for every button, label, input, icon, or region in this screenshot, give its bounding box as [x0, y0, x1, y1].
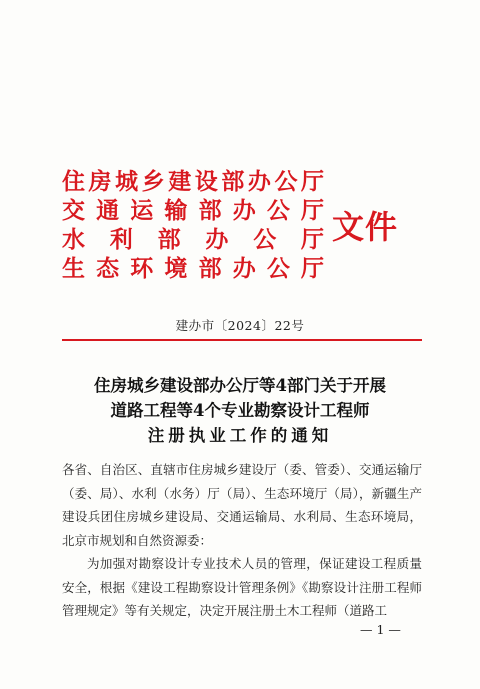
- title-line: 道路工程等4个专业勘察设计工程师: [110, 401, 370, 420]
- document-body: [62, 458, 422, 623]
- issuer-line: 住房城乡建设部办公厅: [62, 168, 324, 195]
- document-number: 建办市〔2024〕22号: [175, 318, 305, 333]
- document-header: [62, 167, 442, 285]
- title-line: 住房城乡建设部办公厅等4部门关于开展: [94, 376, 386, 395]
- page-number: — 1 —: [360, 622, 401, 637]
- red-separator-line: [62, 339, 422, 341]
- recipients-paragraph: 各省、自治区、直辖市住房城乡建设厅（委、管委）、交通运输厅（委、局）、水利（水务）厅（局）、生态环境厅（局），新疆生产建设兵团住房城乡建设局、交通运输局、水利局、生态环境局，北京市规划和自然资源委：: [62, 462, 422, 548]
- document-title: [0, 373, 480, 448]
- body-paragraph: 为加强对勘察设计专业技术人员的管理，保证建设工程质量安全，根据《建设工程勘察设计管理条例》《勘察设计注册工程师管理规定》等有关规定，决定开展注册土木工程师（道路工: [62, 556, 422, 618]
- issuer-line: 水利部办公厅: [62, 226, 324, 253]
- title-line: 注册执业工作的通知: [147, 426, 333, 445]
- issuer-line: 生态环境部办公厅: [62, 255, 324, 282]
- document-type-label: 文件: [332, 208, 399, 246]
- issuing-authorities: [62, 167, 324, 283]
- issuer-line: 交通运输部办公厅: [62, 197, 324, 224]
